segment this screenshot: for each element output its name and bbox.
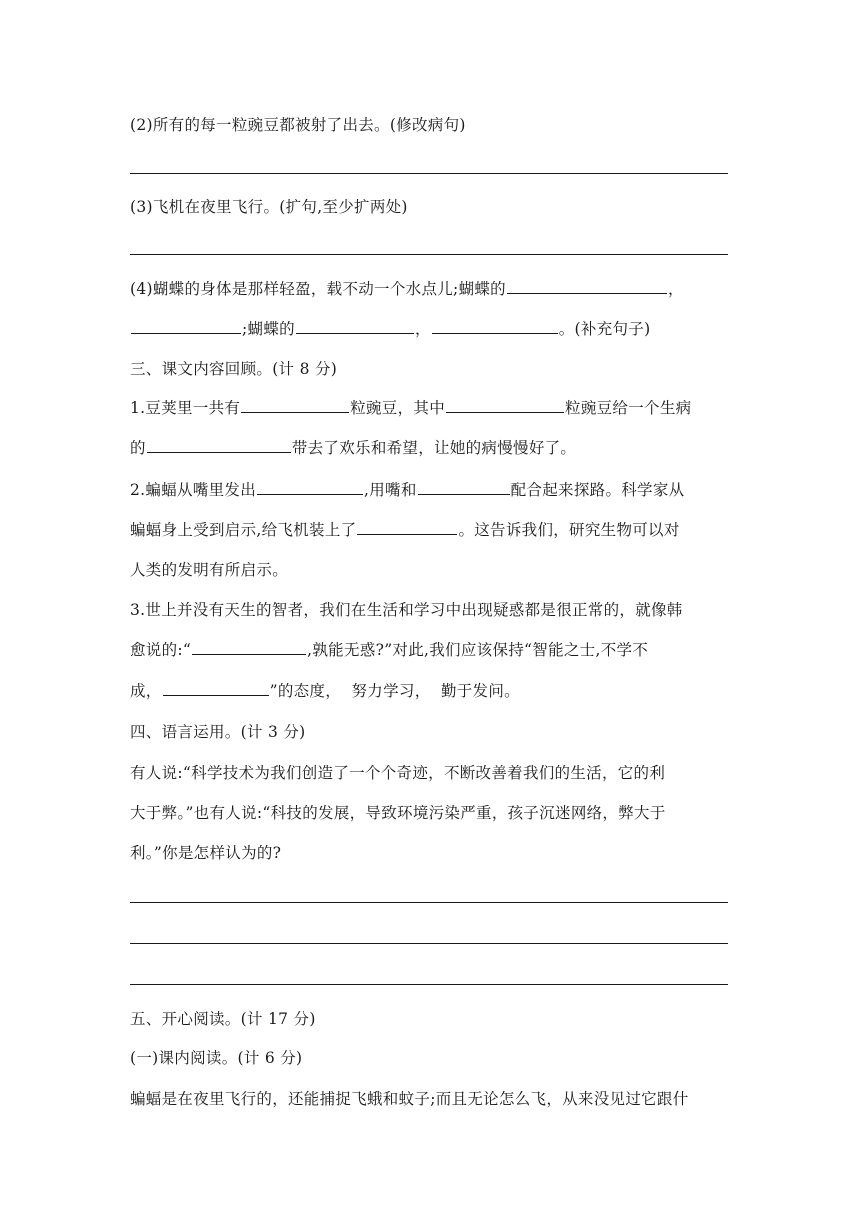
question-3: (3)飞机在夜里飞行。(扩句,至少扩两处): [130, 198, 408, 216]
text: ”的态度， 努力学习， 勤于发问。: [269, 682, 520, 700]
answer-line-3[interactable]: [130, 984, 728, 985]
fill-blank[interactable]: [131, 318, 241, 334]
section-5-subtitle: (一)课内阅读。(计 6 分): [130, 1049, 303, 1067]
item-2-line-3: 人类的发明有所启示。: [130, 561, 289, 579]
section-4-para-2: 大于弊。”也有人说:“科技的发展，导致环境污染严重，孩子沉迷网络，弊大于: [130, 804, 666, 822]
text: 愈说的:“: [130, 641, 192, 659]
reading-para-1: 蝙蝠是在夜里飞行的，还能捕捉飞蛾和蚊子;而且无论怎么飞，从来没见过它跟什: [130, 1090, 689, 1108]
text: 带去了欢乐和希望，让她的病慢慢好了。: [291, 439, 577, 457]
text: 1.豆荚里一共有: [130, 399, 241, 417]
fill-blank[interactable]: [241, 397, 349, 413]
text: 粒豌豆给一个生病: [565, 399, 692, 417]
item-3-line-3: [130, 680, 520, 702]
text: ,用嘴和: [364, 481, 417, 499]
text: 粒豌豆，其中: [350, 399, 446, 417]
fill-blank[interactable]: [163, 680, 269, 696]
fill-blank[interactable]: [507, 278, 667, 294]
text: 。这告诉我们，研究生物可以对: [458, 521, 680, 539]
text: 。(补充句子): [558, 320, 651, 338]
fill-blank[interactable]: [296, 318, 414, 334]
text: ,孰能无惑?”对此,我们应该保持“智能之士,不学不: [307, 641, 649, 659]
text: 的: [130, 439, 146, 457]
item-2-line-1: [130, 479, 684, 501]
text: ，: [667, 280, 684, 298]
text: 蝙蝠身上受到启示,给飞机装上了: [130, 521, 357, 539]
text: 配合起来探路。科学家从: [510, 481, 685, 499]
answer-line-2[interactable]: [130, 943, 728, 944]
item-3-line-1: 3.世上并没有天生的智者，我们在生活和学习中出现疑惑都是很正常的，就像韩: [130, 601, 683, 619]
answer-line-q2[interactable]: [130, 173, 728, 174]
section-4-para-1: 有人说:“科学技术为我们创造了一个个奇迹，不断改善着我们的生活，它的利: [130, 764, 666, 782]
item-1-line-1: [130, 397, 691, 419]
question-4-line-1: [130, 278, 684, 300]
fill-blank[interactable]: [418, 479, 510, 495]
question-4-line-2: [130, 318, 650, 340]
item-2-line-2: [130, 519, 680, 541]
item-3-line-2: [130, 639, 648, 661]
fill-blank[interactable]: [192, 639, 306, 655]
section-3-title: 三、课文内容回顾。(计 8 分): [130, 360, 338, 378]
fill-blank[interactable]: [357, 519, 457, 535]
fill-blank[interactable]: [432, 318, 558, 334]
fill-blank[interactable]: [446, 397, 564, 413]
answer-line-q3[interactable]: [130, 254, 728, 255]
item-1-line-2: [130, 437, 576, 459]
text: 2.蝙蝠从嘴里发出: [130, 481, 256, 499]
section-4-para-3: 利。”你是怎样认为的?: [130, 844, 282, 862]
fill-blank[interactable]: [147, 437, 291, 453]
section-5-title: 五、开心阅读。(计 17 分): [130, 1010, 316, 1028]
text: 成，: [130, 682, 162, 700]
text: ，: [414, 320, 431, 338]
fill-blank[interactable]: [257, 479, 363, 495]
text: ;蝴蝶的: [242, 320, 295, 338]
question-2: (2)所有的每一粒豌豆都被射了出去。(修改病句): [130, 116, 466, 134]
text: (4)蝴蝶的身体是那样轻盈，载不动一个水点儿;蝴蝶的: [130, 280, 506, 298]
section-4-title: 四、语言运用。(计 3 分): [130, 723, 306, 741]
answer-line-1[interactable]: [130, 902, 728, 903]
